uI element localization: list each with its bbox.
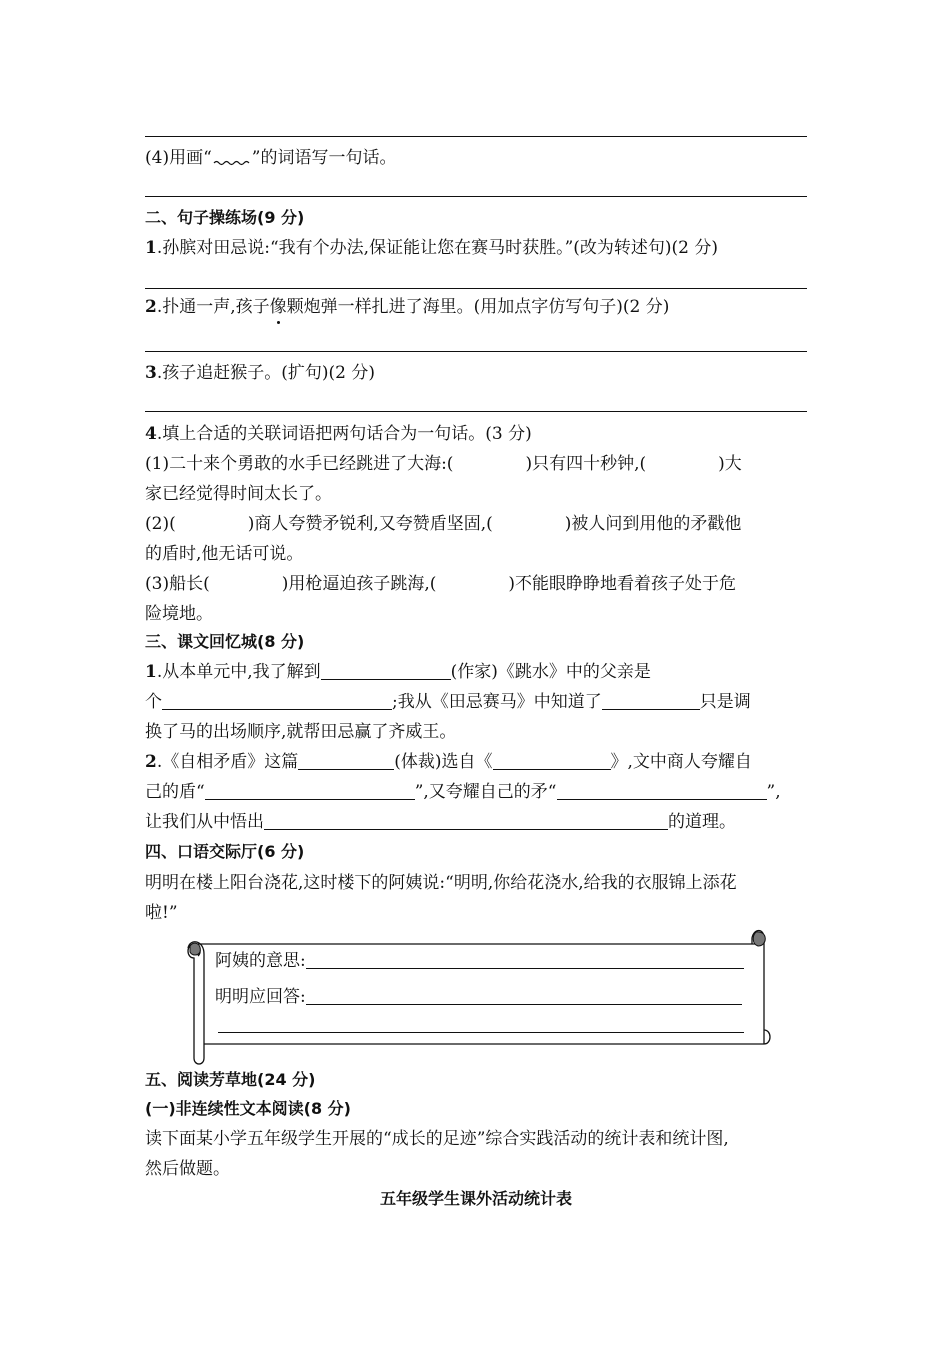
section5-line2: 然后做题。	[145, 1159, 230, 1179]
section2-heading: 二、句子操练场(9 分)	[145, 208, 305, 227]
q4-prefix: (4)用画“	[145, 148, 212, 168]
q4-sentence2-line1	[145, 513, 741, 535]
q-text-after: 颗炮弹一样扎进了海里。(用加点字仿写句子)(2 分)	[286, 297, 670, 317]
scroll-line1	[215, 950, 744, 972]
dotted-character: 像	[269, 297, 287, 317]
q4-sentence2-line2: 的盾时,他无话可说。	[145, 544, 304, 564]
q-text: .孙膑对田忌说:“我有个办法,保证能让您在赛马时获胜。”(改为转述句)(2 分)	[156, 238, 719, 258]
section2-q1	[145, 237, 718, 259]
q-number: 1	[145, 238, 157, 258]
q4-sentence3-line2: 险境地。	[145, 604, 213, 624]
q-text: .填上合适的关联词语把两句话合为一句话。(3 分)	[156, 424, 532, 444]
q4-sentence1-line2: 家已经觉得时间太长了。	[145, 484, 332, 504]
section5-heading: 五、阅读芳草地(24 分)	[145, 1070, 316, 1089]
q-text: .孩子追赶猴子。(扩句)(2 分)	[156, 363, 375, 383]
fill-blank[interactable]	[205, 781, 415, 800]
q-text-before: .扑通一声,孩子	[156, 297, 270, 317]
section5-subheading: (一)非连续性文本阅读(8 分)	[145, 1099, 351, 1118]
text: 只是调	[699, 692, 751, 712]
text: )大	[718, 454, 742, 474]
mingming-answer-label: 明明应回答:	[215, 987, 306, 1007]
section3-q2-line3	[145, 811, 736, 833]
text: )被人问到用他的矛戳他	[564, 514, 742, 534]
text: 的道理。	[668, 812, 736, 832]
section4-line1: 明明在楼上阳台浇花,这时楼下的阿姨说:“明明,你给花浇水,给我的衣服锦上添花	[145, 873, 737, 893]
section4-line2: 啦!”	[145, 903, 178, 923]
section5-line1: 读下面某小学五年级学生开展的“成长的足迹”综合实践活动的统计表和统计图,	[145, 1129, 729, 1149]
q4-sentence3-line1	[145, 573, 736, 595]
aunt-meaning-label: 阿姨的意思:	[215, 951, 306, 971]
section3-q1-line3: 换了马的出场顺序,就帮田忌赢了齐威王。	[145, 722, 457, 742]
section2-q3	[145, 362, 375, 384]
section3-q1-line2	[145, 691, 751, 713]
answer-line	[218, 1032, 744, 1033]
q-number: 3	[145, 363, 157, 383]
q-number: 2	[145, 752, 157, 772]
text: )用枪逼迫孩子跳海,(	[281, 574, 437, 594]
section3-q2-line2	[145, 781, 781, 803]
text: 个	[145, 692, 162, 712]
text: (体裁)选自《	[394, 752, 493, 772]
fill-blank[interactable]	[602, 691, 700, 710]
wavy-underline-icon	[212, 146, 252, 168]
scroll-line2	[215, 986, 742, 1008]
fill-blank[interactable]	[493, 751, 611, 770]
question-part1-4	[145, 146, 396, 169]
q4-suffix: ”的词语写一句话。	[251, 148, 397, 168]
text: ”,又夸耀自己的矛“	[414, 782, 557, 802]
q-number: 1	[145, 662, 157, 682]
answer-line	[145, 411, 807, 412]
fill-blank[interactable]	[298, 751, 394, 770]
section2-q2	[145, 296, 669, 318]
q-number: 2	[145, 297, 157, 317]
text: ”,	[766, 782, 781, 802]
section2-q4	[145, 423, 532, 445]
fill-blank[interactable]	[557, 781, 767, 800]
answer-line	[145, 351, 807, 352]
text: (2)(	[145, 514, 176, 534]
table-title: 五年级学生课外活动统计表	[379, 1189, 572, 1208]
text: )商人夸赞矛锐利,又夸赞盾坚固,(	[247, 514, 493, 534]
fill-blank[interactable]	[321, 661, 451, 680]
section3-q2-line1	[145, 751, 752, 773]
answer-line	[145, 196, 807, 197]
text: 》,文中商人夸耀自	[610, 752, 752, 772]
text: .从本单元中,我了解到	[156, 662, 321, 682]
fill-blank[interactable]	[306, 986, 742, 1005]
text: (1)二十来个勇敢的水手已经跳进了大海:(	[145, 454, 454, 474]
text: 让我们从中悟出	[145, 812, 264, 832]
q4-sentence1-line1	[145, 453, 742, 475]
text: )只有四十秒钟,(	[525, 454, 647, 474]
section3-q1-line1	[145, 661, 651, 683]
fill-blank[interactable]	[264, 811, 668, 830]
text: ;我从《田忌赛马》中知道了	[392, 692, 602, 712]
text: (作家)《跳水》中的父亲是	[450, 662, 651, 682]
text: 己的盾“	[145, 782, 205, 802]
section4-heading: 四、口语交际厅(6 分)	[145, 842, 305, 861]
fill-blank[interactable]	[162, 691, 392, 710]
fill-blank[interactable]	[306, 950, 744, 969]
answer-line	[145, 288, 807, 289]
answer-line	[145, 136, 807, 137]
text: (3)船长(	[145, 574, 210, 594]
section3-heading: 三、课文回忆城(8 分)	[145, 632, 305, 651]
text: .《自相矛盾》这篇	[156, 752, 299, 772]
text: )不能眼睁睁地看着孩子处于危	[508, 574, 737, 594]
q-number: 4	[145, 424, 157, 444]
